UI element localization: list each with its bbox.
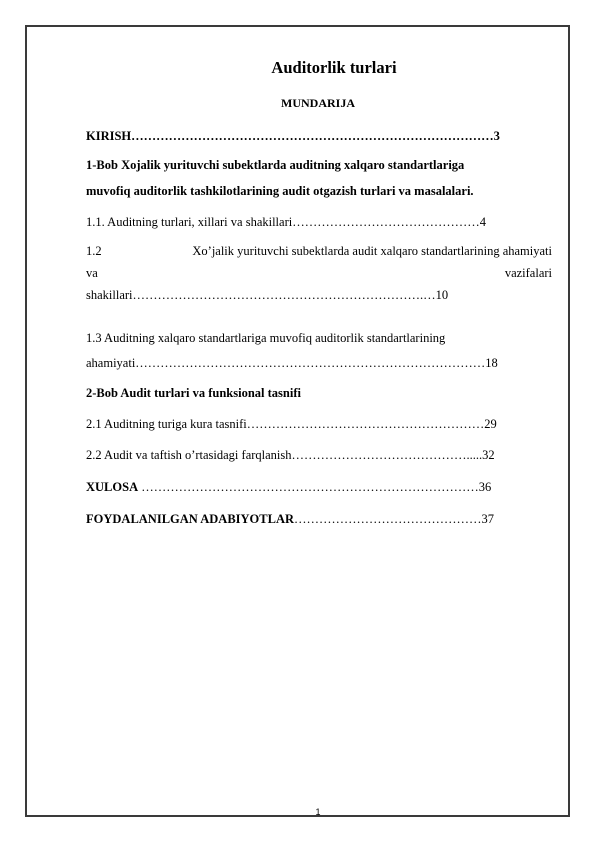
toc-entry-bob1-line2: muvofiq auditorlik tashkilotlarining audit otgazish turlari va masalalari.: [86, 184, 474, 198]
toc-entry-adabiyotlar: [86, 511, 494, 527]
toc-entry-1-2-line3: shakillari…………………………………………………………….…10: [86, 288, 449, 302]
toc-entry-1-3-line1: 1.3 Auditning xalqaro standartlariga muvofiq auditorlik standartlarining: [86, 331, 446, 345]
toc-entry-kirish: KIRISH……………………………………………………………………………3: [86, 129, 500, 143]
toc-entry-xulosa-label: XULOSA: [86, 480, 139, 494]
toc-entry-1-2-va: va: [86, 266, 98, 280]
toc-entry-2-2: 2.2 Audit va taftish o’rtasidagi farqlanish…………………………………….....32: [86, 448, 495, 462]
toc-entry-adabiyotlar-label: FOYDALANILGAN ADABIYOTLAR: [86, 512, 295, 526]
toc-entry-1-1: 1.1. Auditning turlari, xillari va shakillari………………………………………4: [86, 215, 486, 229]
toc-heading: MUNDARIJA: [281, 96, 355, 110]
toc-entry-xulosa: [86, 479, 491, 495]
toc-entry-1-2-line2: [86, 265, 552, 281]
document-title: Auditorlik turlari: [271, 58, 397, 77]
toc-entry-xulosa-dots: ………………………………………………………………………36: [138, 480, 492, 494]
toc-entry-adabiyotlar-dots: ………………………………………37: [294, 512, 495, 526]
page-number: 1: [315, 807, 321, 817]
toc-entry-1-2-text: Xo’jalik yurituvchi subektlarda audit xalqaro standartlarining ahamiyati: [192, 244, 552, 258]
toc-entry-2-1: 2.1 Auditning turiga kura tasnifi…………………………………………………29: [86, 417, 497, 431]
toc-entry-1-3-line2: ahamiyati…………………………………………………………………………18: [86, 356, 498, 370]
toc-entry-1-2-line1: [86, 243, 552, 259]
toc-entry-bob2: 2-Bob Audit turlari va funksional tasnifi: [86, 386, 301, 400]
toc-entry-bob1-line1: 1-Bob Xojalik yurituvchi subektlarda auditning xalqaro standartlariga: [86, 158, 465, 172]
toc-entry-1-2: [86, 243, 552, 303]
toc-entry-1-2-vazifalari: vazifalari: [504, 266, 552, 280]
toc-entry-1-2-number: 1.2: [86, 244, 102, 258]
